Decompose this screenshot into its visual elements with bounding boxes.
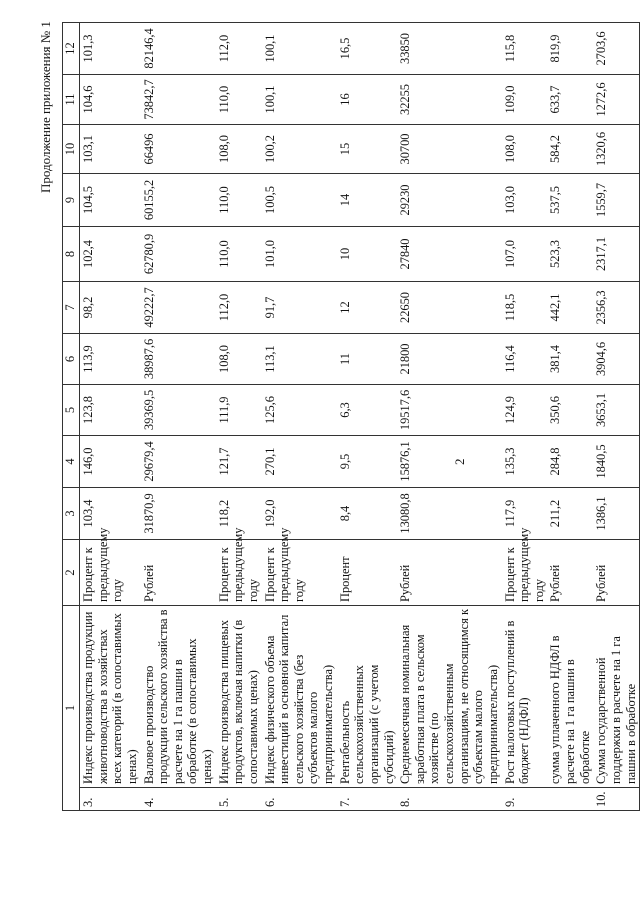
value-cell: 2356,3 xyxy=(593,281,639,333)
table-row xyxy=(141,22,216,810)
indicator-name-cell: Индекс физического объема инвестиций в основной капитал сельского хозяйства (без субъектов малого предпринимательства) xyxy=(262,605,337,787)
row-number-cell: 10. xyxy=(593,788,639,811)
value-cell: 29230 xyxy=(397,173,501,226)
value-cell: 8,4 xyxy=(337,487,398,539)
row-number-cell: 9. xyxy=(502,788,548,811)
value-cell: 584,2 xyxy=(547,124,593,173)
value-cell: 3653,1 xyxy=(593,384,639,435)
value-cell: 110,0 xyxy=(216,74,262,124)
table-row xyxy=(262,22,337,810)
value-cell: 284,8 xyxy=(547,435,593,487)
value-cell: 819,9 xyxy=(547,22,593,74)
value-cell: 13080,8 xyxy=(397,487,501,539)
unit-cell: Рублей xyxy=(141,539,216,605)
value-cell: 15876,1 xyxy=(397,435,501,487)
value-cell: 6,3 xyxy=(337,384,398,435)
value-cell: 108,0 xyxy=(502,124,548,173)
value-cell: 123,8 xyxy=(80,384,141,435)
value-cell: 49222,7 xyxy=(141,281,216,333)
header-cell: 4 xyxy=(63,435,80,487)
row-number-cell: 5. xyxy=(216,788,262,811)
value-cell: 146,0 xyxy=(80,435,141,487)
value-cell: 101,0 xyxy=(262,226,337,281)
value-cell: 125,6 xyxy=(262,384,337,435)
data-table xyxy=(62,22,640,811)
header-cell: 3 xyxy=(63,487,80,539)
unit-cell: Процент к предыдущему году xyxy=(502,539,548,605)
header-cell: 5 xyxy=(63,384,80,435)
value-cell: 211,2 xyxy=(547,487,593,539)
value-cell: 100,1 xyxy=(262,22,337,74)
value-cell: 537,5 xyxy=(547,173,593,226)
value-cell: 442,1 xyxy=(547,281,593,333)
value-cell: 16,5 xyxy=(337,22,398,74)
header-cell: 9 xyxy=(63,173,80,226)
value-cell: 98,2 xyxy=(80,281,141,333)
value-cell: 103,0 xyxy=(502,173,548,226)
value-cell: 111,9 xyxy=(216,384,262,435)
row-number-cell: 8. xyxy=(397,788,501,811)
value-cell: 103,1 xyxy=(80,124,141,173)
value-cell: 3904,6 xyxy=(593,333,639,384)
value-cell: 104,5 xyxy=(80,173,141,226)
value-cell: 124,9 xyxy=(502,384,548,435)
value-cell: 82146,4 xyxy=(141,22,216,74)
unit-cell: Рублей xyxy=(397,539,501,605)
value-cell: 113,1 xyxy=(262,333,337,384)
row-number-cell xyxy=(547,788,593,811)
table-row xyxy=(502,22,548,810)
value-cell: 73842,7 xyxy=(141,74,216,124)
indicator-name-cell: Рентабельность сельскохозяйственных организаций (с учетом субсидий) xyxy=(337,605,398,787)
value-cell: 350,6 xyxy=(547,384,593,435)
value-cell: 381,4 xyxy=(547,333,593,384)
value-cell: 523,3 xyxy=(547,226,593,281)
value-cell: 109,0 xyxy=(502,74,548,124)
value-cell: 112,0 xyxy=(216,281,262,333)
table-row xyxy=(80,22,141,810)
value-cell: 135,3 xyxy=(502,435,548,487)
value-cell: 62780,9 xyxy=(141,226,216,281)
value-cell: 104,6 xyxy=(80,74,141,124)
value-cell: 100,2 xyxy=(262,124,337,173)
value-cell: 21800 xyxy=(397,333,501,384)
value-cell: 2317,1 xyxy=(593,226,639,281)
table-header-row xyxy=(63,22,80,810)
unit-cell: Процент xyxy=(337,539,398,605)
indicator-name-cell: Рост налоговых поступлений в бюджет (НДФЛ) xyxy=(502,605,548,787)
row-number-cell: 7. xyxy=(337,788,398,811)
value-cell: 2703,6 xyxy=(593,22,639,74)
value-cell: 16 xyxy=(337,74,398,124)
header-cell: 8 xyxy=(63,226,80,281)
table-row xyxy=(593,22,639,810)
value-cell: 27840 xyxy=(397,226,501,281)
unit-cell: Процент к предыдущему году xyxy=(262,539,337,605)
value-cell: 112,0 xyxy=(216,22,262,74)
header-cell: 10 xyxy=(63,124,80,173)
row-number-cell: 4. xyxy=(141,788,216,811)
table-row xyxy=(337,22,398,810)
value-cell: 9,5 xyxy=(337,435,398,487)
value-cell: 110,0 xyxy=(216,173,262,226)
value-cell: 121,7 xyxy=(216,435,262,487)
value-cell: 100,5 xyxy=(262,173,337,226)
value-cell: 11 xyxy=(337,333,398,384)
unit-cell: Рублей xyxy=(547,539,593,605)
header-cell: 12 xyxy=(63,22,80,74)
value-cell: 22650 xyxy=(397,281,501,333)
appendix-note: Продолжение приложения № 1 xyxy=(38,21,53,193)
value-cell: 270,1 xyxy=(262,435,337,487)
row-number-cell: 3. xyxy=(80,788,141,811)
header-cell: 2 xyxy=(63,539,80,605)
value-cell: 108,0 xyxy=(216,124,262,173)
value-cell: 32255 xyxy=(397,74,501,124)
value-cell: 66496 xyxy=(141,124,216,173)
indicator-name-cell: Сумма государственной поддержки в расчете на 1 га пашни в обработке xyxy=(593,605,639,787)
value-cell: 38987,6 xyxy=(141,333,216,384)
value-cell: 1320,6 xyxy=(593,124,639,173)
page-number: 2 xyxy=(452,458,467,465)
value-cell: 103,4 xyxy=(80,487,141,539)
value-cell: 118,2 xyxy=(216,487,262,539)
table-row xyxy=(397,22,501,810)
unit-cell: Процент к предыдущему году xyxy=(80,539,141,605)
indicator-name-cell: Среднемесячная номинальная заработная плата в сельском хозяйстве (по сельскохозяйственным организациям, не относящимся к субъектам малого предпринимательства) xyxy=(397,605,501,787)
value-cell: 633,7 xyxy=(547,74,593,124)
value-cell: 60155,2 xyxy=(141,173,216,226)
value-cell: 118,5 xyxy=(502,281,548,333)
value-cell: 33850 xyxy=(397,22,501,74)
indicator-name-cell: Индекс производства продукции животноводства в хозяйствах всех категорий (в сопоставимых ценах) xyxy=(80,605,141,787)
value-cell: 101,3 xyxy=(80,22,141,74)
value-cell: 1386,1 xyxy=(593,487,639,539)
value-cell: 1559,7 xyxy=(593,173,639,226)
header-cell: 7 xyxy=(63,281,80,333)
value-cell: 19517,6 xyxy=(397,384,501,435)
value-cell: 91,7 xyxy=(262,281,337,333)
value-cell: 12 xyxy=(337,281,398,333)
indicator-name-cell: сумма уплаченного НДФЛ в расчете на 1 га пашни в обработке xyxy=(547,605,593,787)
value-cell: 110,0 xyxy=(216,226,262,281)
header-cell: 11 xyxy=(63,74,80,124)
value-cell: 107,0 xyxy=(502,226,548,281)
value-cell: 39369,5 xyxy=(141,384,216,435)
value-cell: 15 xyxy=(337,124,398,173)
value-cell: 108,0 xyxy=(216,333,262,384)
header-cell: 1 xyxy=(63,605,80,810)
value-cell: 14 xyxy=(337,173,398,226)
value-cell: 192,0 xyxy=(262,487,337,539)
unit-cell: Рублей xyxy=(593,539,639,605)
value-cell: 10 xyxy=(337,226,398,281)
value-cell: 29679,4 xyxy=(141,435,216,487)
value-cell: 100,1 xyxy=(262,74,337,124)
value-cell: 116,4 xyxy=(502,333,548,384)
indicator-name-cell: Валовое производство продукции сельского хозяйства в расчете на 1 га пашни в обработке (в сопоставимых ценах) xyxy=(141,605,216,787)
value-cell: 117,9 xyxy=(502,487,548,539)
value-cell: 113,9 xyxy=(80,333,141,384)
value-cell: 102,4 xyxy=(80,226,141,281)
row-number-cell: 6. xyxy=(262,788,337,811)
table-row xyxy=(216,22,262,810)
value-cell: 31870,9 xyxy=(141,487,216,539)
value-cell: 115,8 xyxy=(502,22,548,74)
table-body xyxy=(80,22,640,810)
unit-cell: Процент к предыдущему году xyxy=(216,539,262,605)
indicator-name-cell: Индекс производства пищевых продуктов, включая напитки (в сопоставимых ценах) xyxy=(216,605,262,787)
header-cell: 6 xyxy=(63,333,80,384)
value-cell: 30700 xyxy=(397,124,501,173)
table-row xyxy=(547,22,593,810)
value-cell: 1272,6 xyxy=(593,74,639,124)
value-cell: 1840,5 xyxy=(593,435,639,487)
